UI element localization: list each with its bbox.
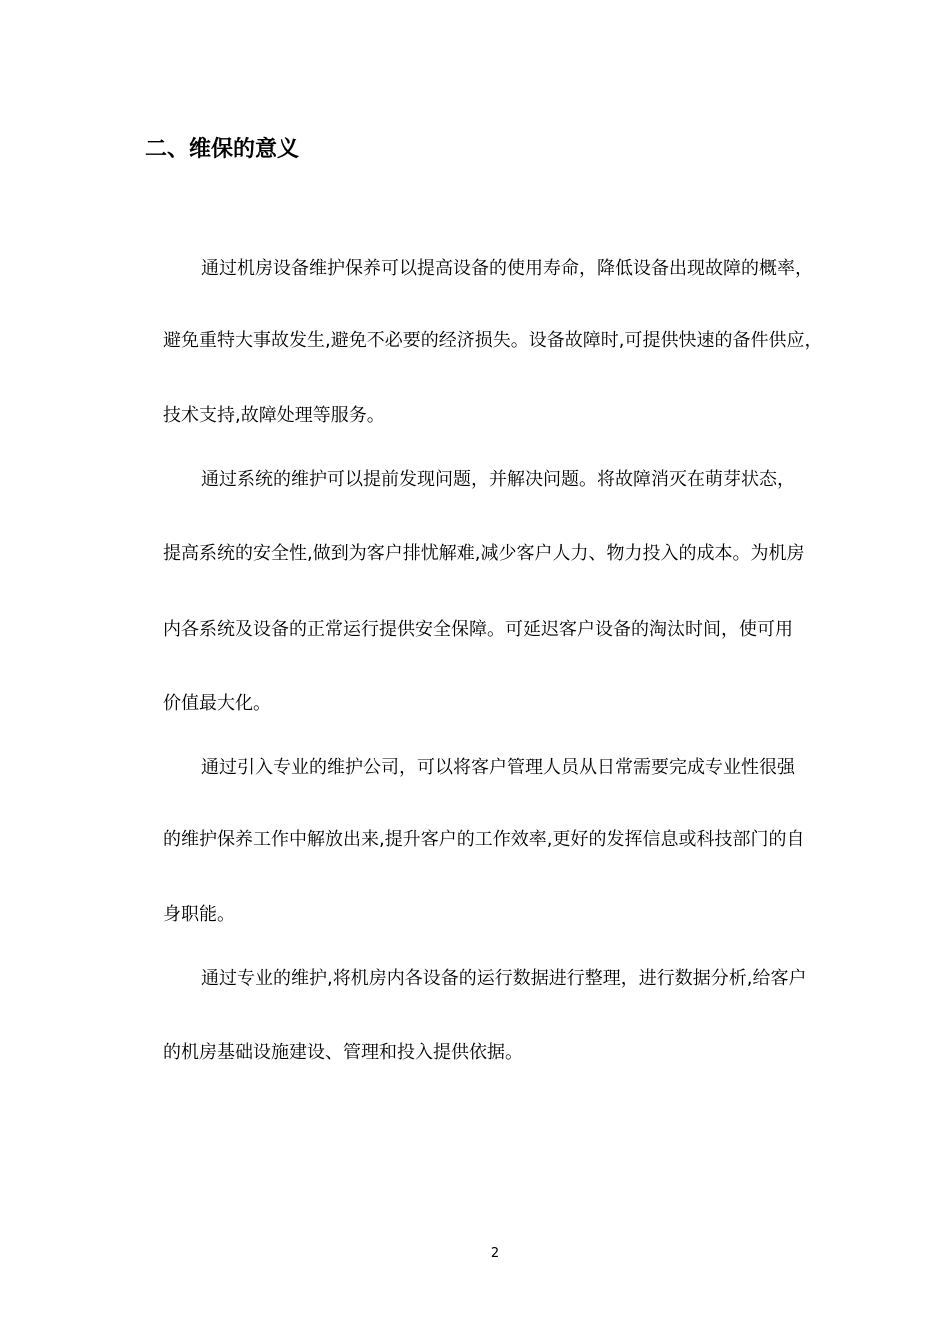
paragraph-1-line-2: 避免重特大事故发生,避免不必要的经济损失。设备故障时,可提供快速的备件供应， [163,330,823,351]
paragraph-2-line-2: 提高系统的安全性,做到为客户排忧解难,减少客户人力、物力投入的成本。为机房 [163,543,805,564]
section-heading: 二、维保的意义 [145,137,300,162]
paragraph-2-line-3: 内各系统及设备的正常运行提供安全保障。可延迟客户设备的淘汰时间，使可用 [163,619,793,640]
paragraph-1-line-3: 技术支持,故障处理等服务。 [163,405,385,426]
paragraph-2-line-1: 通过系统的维护可以提前发现问题，并解决问题。将故障消灭在萌芽状态， [201,469,795,490]
paragraph-3-line-3: 身职能。 [163,904,235,925]
paragraph-1-line-1: 通过机房设备维护保养可以提高设备的使用寿命，降低设备出现故障的概率， [201,258,813,279]
paragraph-3-line-1: 通过引入专业的维护公司，可以将客户管理人员从日常需要完成专业性很强 [201,757,795,778]
paragraph-4-line-2: 的机房基础设施建设、管理和投入提供依据。 [163,1042,523,1063]
paragraph-4-line-1: 通过专业的维护,将机房内各设备的运行数据进行整理，进行数据分析,给客户 [201,968,807,989]
paragraph-2-line-4: 价值最大化。 [163,693,271,714]
page-number: 2 [490,1246,500,1261]
paragraph-3-line-2: 的维护保养工作中解放出来,提升客户的工作效率,更好的发挥信息或科技部门的自 [163,829,805,850]
